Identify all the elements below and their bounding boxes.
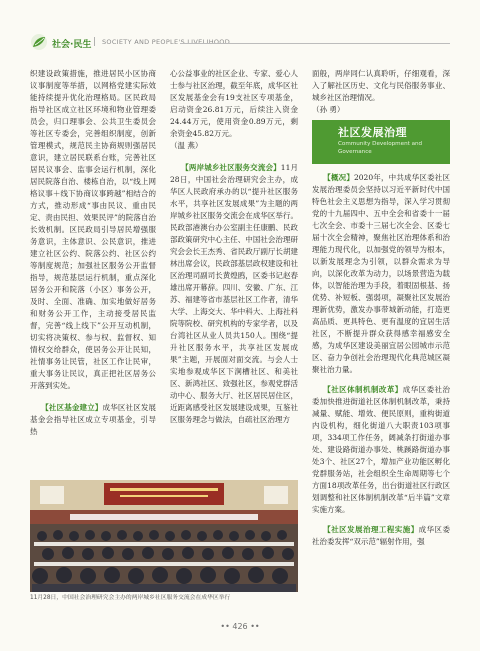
col3-paragraph-reform <box>312 384 450 516</box>
project-text: 成华区委社治委发挥“双示范”辐射作用，强 <box>312 525 450 546</box>
section-name: 社会·民生 <box>52 40 92 50</box>
page-dot-icon: •• <box>250 622 260 631</box>
header-rule <box>180 43 450 44</box>
subsection-title: 社区发展治理 <box>338 126 407 139</box>
page-number: 426 <box>232 622 248 631</box>
conference-photo <box>30 480 298 592</box>
project-heading: 【社区发展治理工程实施】 <box>323 525 419 534</box>
overview-text: 2020年，中共成华区委社区发展治理委员会坚持以习近平新时代中国特色社会主义思想为指导，深入学习贯彻党的十九届四中、五中全会和省委十一届七次全会、市委十三届七次全会、区委七届十次全会精神，聚焦社区治理体系和治理能力现代化，以加强党的领导为根本，以新发展理念为引领，以群众需求为导向，以深化改革为动力，以场景营造为载体，以智能治理为手段，着眼固根基、扬优势、补短板、强弱项，凝聚社区发展治理新优势，激发办事带城新动能，打造更高品质、更具特色、更有温度的宜居生活社区，不断提升群众获得感幸福感安全感，为成华区建设美丽宜居公园城市示范区、奋力争创社会治理现代化典范城区凝聚社治力量。 <box>312 173 450 374</box>
col3-paragraph-overview <box>312 172 450 376</box>
exchange-meeting-heading: 【两岸城乡社区服务交流会】 <box>181 163 281 172</box>
col2-author-1: （温 燕） <box>170 141 203 150</box>
exchange-meeting-text: 11月28日，中国社会治理研究会主办，成华区人民政府承办的以“提升社区服务水平，共享社区发展成果”为主题的两岸城乡社区服务交流会在成华区举行。民政部港澳台办公室副主任康鹏、民政部政策研究中心主任、中国社会治理研究会会长王杰秀、省民政厅副厅长胡建林出席会议，民政部基层政权建设和社区治理司副司长黄煌鸥，区委书记赵春雄出席开幕辞。四川、安徽、广东、江苏、福建等省市基层社区工作者，清华大学、上海交大、华中科大、上海社科院等院校、研究机构的专家学者，以及台湾社区从业人员共150人。围绕“提升社区服务水平，共享社区发展成果”主题，开展面对面交流。与会人士实地参观成华区下涧槽社区、和美社区、新鸿社区、致强社区，参观党群活动中心、服务大厅、社区居民居住区，近距离感受社区发展建设成果，互鉴社区服务理念与做法，自疏社区治理方 <box>170 163 298 424</box>
reform-text: 成华区委社治委加快推进街道社区体制机制改革，秉持减量、赋能、增效、便民原则，重构街道内设机构，细化街道八大职责103项事项，334项工作任务，阔减条打街道办事处、建设路街道办事处、桃蹊路街道办事处3个、社区27个，增加产业功能区孵化党群服务站，社会组织全生命周期等七个方面18项改革任务，出台街道社区行政区划调整和社区体制机制改革“后半篇”文章实施方案。 <box>312 385 450 514</box>
header-separator: | <box>93 37 97 47</box>
text-column-1 <box>30 68 156 470</box>
col2-paragraph-1: 心公益事业的社区企业、专家、爱心人士参与社区治理，截至年底，成华区社区发展基金会有19支社区专项基金，启动资金26.81万元，后续注入资金24.44万元，使用资金0.89万元，剩余资金45.82万元。 <box>170 69 298 138</box>
overview-heading: 【概况】 <box>323 173 355 182</box>
subsection-title-en-1: Community Development and <box>338 141 423 147</box>
subsection-banner <box>312 120 450 164</box>
subsection-title-en-2: Governance <box>338 149 372 155</box>
col3-paragraph-1: 面般，两岸同仁认真聆听，仔细观看，深入了解社区历史、文化与民俗服务事业、城乡社区治理情况。 <box>312 69 450 102</box>
col3-author-1: （孙 勇） <box>312 105 345 114</box>
community-fund-heading: 【社区基金建立】 <box>41 403 103 412</box>
section-name-en: SOCIETY AND PEOPLE'S LIVELIHOOD <box>102 38 231 46</box>
col2-paragraph-2 <box>170 162 298 426</box>
reform-heading: 【社区体制机制改革】 <box>323 385 403 394</box>
page-footer <box>190 622 290 631</box>
page-dot-icon: •• <box>220 622 230 631</box>
col1-paragraph-2 <box>30 402 156 438</box>
col3-paragraph-project <box>312 524 450 548</box>
text-column-2 <box>170 68 298 470</box>
page-header <box>30 33 450 53</box>
section-logo-icon <box>30 33 48 51</box>
community-fund-text: 成华区社区发展基金会指导社区成立专项基金，引导热 <box>30 403 156 436</box>
col1-paragraph-1: 织建设政策措施，推进居民小区协商议事制度等举措，以网格党建实际效能持续提升优化治理格局。区民政局指导社区成立社区环境和物业管理委员会，归口理事会、公共卫生委员会等社区专委会，完善组织制度，创新管理模式，规范民主协商规则强居民意识，建立居民联系台账，完善社区居民议事会、监事会运行机制，深化居民院落自治、楼栋自治，以“线上网格议事＋线下协商议事跨越”相结合的方式，推动形成“事由民议、重由民定、责由民担、效果民评”的院落自治长效机制。区民政局引导居民增强服务意识，主体意识、公民意识，推进建立社区公约、院落公约、社区公约等制度规范；加强社区服务公开监督指导，规范基层运行机制，重点深化居务公开和院落（小区）事务公开，及时、全面、准确、加实地做好居务和财务公开工作，主动接受居民监督，完善“线上线下”公开互动机制，切实将决策权、参与权、监督权、知情权交给群众，使居务公开让民知，社情事务让民管，社区工作让民审，重大事务让民议，真正把社区居务公开落到实处。 <box>30 69 156 390</box>
text-column-3 <box>312 68 450 628</box>
photo-caption: 11月28日，中国社会治理研究会主办的两岸城乡社区服务交流会在成华区举行 <box>30 595 231 601</box>
